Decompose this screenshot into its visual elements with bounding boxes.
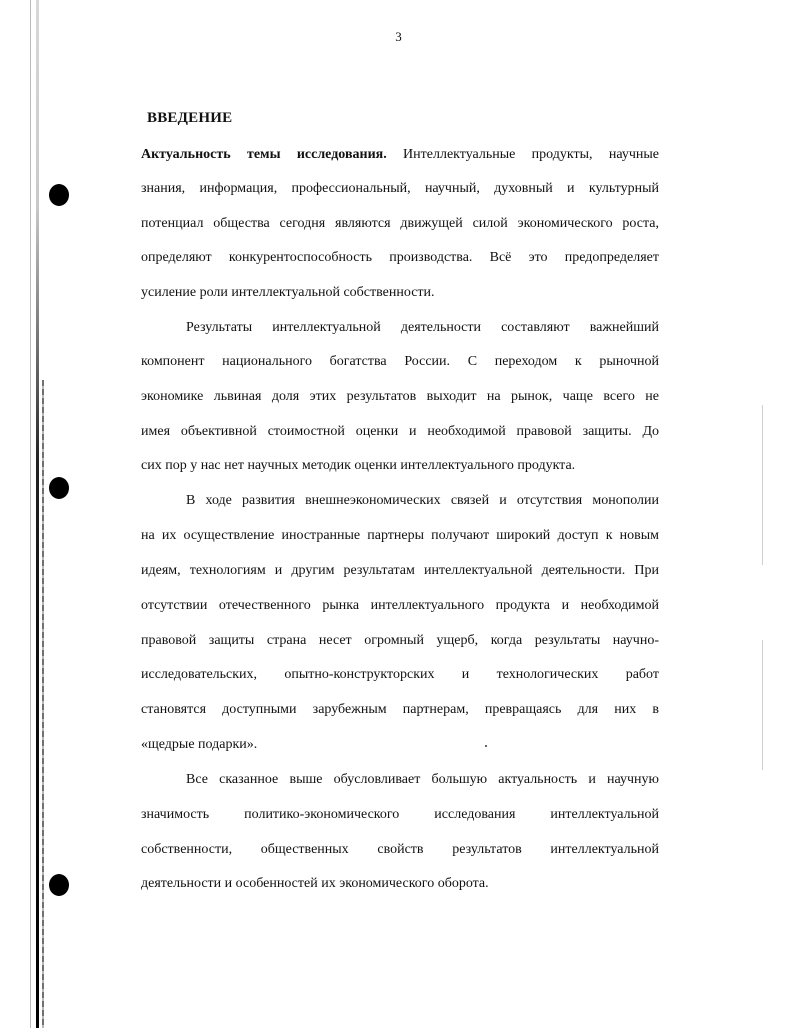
paragraph-3-line-7: становятся доступными зарубежным партнерам, превращаясь для них в (141, 702, 659, 717)
punch-hole (49, 874, 69, 896)
lead-phrase: Актуальность темы исследования. (141, 147, 387, 162)
paragraph-1-line-1 (141, 145, 659, 165)
scan-edge-noise (42, 380, 44, 1028)
paragraph-1-line-2: знания, информация, профессиональный, научный, духовный и культурный (141, 181, 659, 196)
paragraph-3-line-6: исследовательских, опытно-конструкторских и технологических работ (141, 667, 659, 682)
paragraph-2-line-2: компонент национального богатства России. С переходом к рыночной (141, 354, 659, 369)
scan-edge-shadow (36, 0, 39, 1028)
paragraph-3-line-2: на их осуществление иностранные партнеры получают широкий доступ к новым (141, 528, 659, 543)
scan-right-mark (762, 640, 763, 770)
paragraph-4-line-4: деятельности и особенностей их экономического оборота. (141, 876, 489, 891)
page-number: 3 (395, 29, 402, 44)
paragraph-2-line-1: Результаты интеллектуальной деятельности составляют важнейший (186, 320, 659, 335)
paragraph-4-line-1: Все сказанное выше обусловливает большую актуальность и научную (186, 772, 659, 787)
scan-edge-line (30, 0, 31, 1028)
paragraph-4-line-3: собственности, общественных свойств результатов интеллектуальной (141, 842, 659, 857)
line-text: Интеллектуальные продукты, научные (403, 147, 660, 162)
paragraph-3-line-3: идеям, технологиям и другим результатам интеллектуальной деятельности. При (141, 563, 659, 578)
section-heading: ВВЕДЕНИЕ (147, 110, 233, 126)
paragraph-3-line-1: В ходе развития внешнеэкономических связей и отсутствия монополии (186, 493, 659, 508)
paragraph-1-line-3: потенциал общества сегодня являются движущей силой экономического роста, (141, 216, 659, 231)
paragraph-4-line-2: значимость политико-экономического исследования интеллектуальной (141, 807, 659, 822)
paragraph-1-line-5: усиление роли интеллектуальной собственности. (141, 285, 435, 300)
paragraph-1-line-4: определяют конкурентоспособность производства. Всё это предопределяет (141, 250, 659, 265)
paragraph-3-line-4: отсутствии отечественного рынка интеллектуального продукта и необходимой (141, 598, 659, 613)
paragraph-2-line-5: сих пор у нас нет научных методик оценки интеллектуального продукта. (141, 458, 576, 473)
paragraph-3-line-5: правовой защиты страна несет огромный ущерб, когда результаты научно- (141, 633, 659, 648)
paragraph-3-line-8: «щедрые подарки». (141, 737, 258, 752)
punch-hole (49, 184, 69, 206)
paragraph-2-line-3: экономике львиная доля этих результатов выходит на рынок, чаще всего не (141, 389, 659, 404)
punch-hole (49, 477, 69, 499)
scan-right-mark (762, 405, 763, 565)
paragraph-2-line-4: имея объективной стоимостной оценки и необходимой правовой защиты. До (141, 424, 659, 439)
